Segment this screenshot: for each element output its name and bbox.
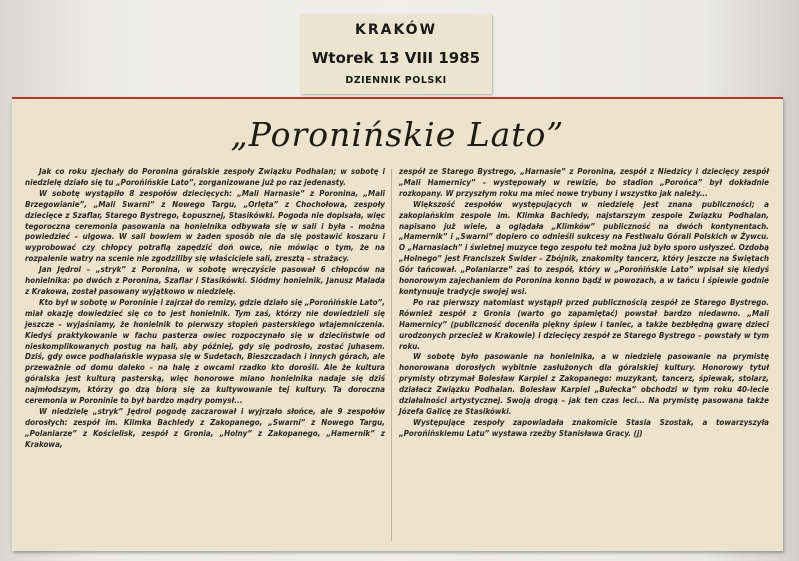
- paragraph: Kto był w sobotę w Poroninie i zajrzał do remizy, gdzie działo się „Porońińskie Lato”, miał okazję dowiedzieć się co to jest honielnik. Tym zaś, którzy nie dowiedzieli się jeszcze – wyjaśniamy, że honielnik to pierwszy stopień pasterskiego wtajemniczenia. Kiedyś praktykowanie w fachu pasterza owiec rozpoczynało się w dzieciństwie od nieskomplikowanych postug na hali, aby później, gdy się podrosło, zostać juhasem. Dziś, gdy owce podhalańskie wypasa się w Sudetach, Bieszczadach i innych górach, ale przeważnie od domu daleko – na halę z owcami rzadko kto dorośli. Ale że kultura góralska jest kulturą pasterską, więc honorowe miano honielnika nadaje się dziś najmłodszym, którzy go dzą biorą się za kultywowanie tej kultury. Ta doroczna ceremonia w Poroninie to był bardzo mądry pomysł...: [25, 297, 385, 406]
- paragraph: Jak co roku zjechały do Poronina góralskie zespoły Związku Podhalan; w sobotę i niedzielę działo się tu „Porońińskie Lato”, zorganizowane już po raz jedenasty.: [25, 167, 385, 187]
- column-divider: [391, 169, 392, 541]
- date-label: Wtorek 13 VIII 1985: [311, 49, 481, 67]
- paragraph: zespół ze Starego Bystrego, „Harnasie” z Poronina, zespół z Niedzicy i dziecięcy zespół „Mali Hamernicy” – występowały w rewizie, bo stadion „Porońca” był dokładnie rozkopany. W przyszłym roku ma mieć nowe trybuny i wszystko jak należy...: [399, 167, 769, 198]
- red-top-rule: [12, 97, 783, 99]
- paragraph: Występujące zespoły zapowiadała znakomicie Stasia Szostak, a towarzyszyła „Porońińskiemu Latu” wystawa rzeźby Stanisława Gracy. (j): [399, 417, 769, 438]
- article-title: „Poronińskie Lato”: [230, 115, 565, 154]
- paragraph: W niedzielę „stryk” Jędrol pogodę zaczarował i wyjrzało słońce, ale 9 zespołów dorosłych: zespół im. Klimka Bachledy z Zakopanego, „Swarni” z Nowego Targu, „Polaniarze” z Kościelisk, zespół z Gronia, „Holny” z Zakopanego, „Hamernik” z Krakowa,: [25, 406, 385, 449]
- paragraph: W sobotę wystąpiło 8 zespołów dziecięcych: „Mali Harnasie” z Poronina, „Mali Brzegowianie”, „Mali Swarni” z Nowego Targu, „Orlęta” z Chochołowa, zespoły dziecięce z Szaflar, Starego Bystrego, Łopusznej, Stasikówki. Pogoda nie dopisała, więc tegoroczna ceremonia pasowania na honielnika odbywała się w sali i była – można powiedzieć – ulgowa. W sali bowiem w żaden sposób nie da się postawić koszaru i wyprobować czy chłopcy potrafią zapędzić doń owce, nie mówiąc o tym, że na rozpalenie watry na scenie nie zgodziliby się właściciele sali, zresztą – strażacy.: [25, 188, 385, 264]
- newspaper-header-clipping: [300, 14, 492, 94]
- article-right-column: [399, 167, 769, 440]
- paragraph: W sobotę było pasowanie na honielnika, a w niedzielę pasowanie na prymistę honorowana dorosłych wybitnie zasłużonych dla góralskiej kultury. Honorowy tytuł prymisty otrzymał Bolesław Karpiel z Zakopanego: muzykant, tancerz, śpiewak, stolarz, działacz Związku Podhalan. Bolesław Karpiel „Bułecka” obchodzi w tym roku 40-lecie działalności artystycznej. Swoją drogą – jak ten czas leci... Na prymistę pasowana także Józefa Galicę ze Stasikówki.: [399, 352, 769, 416]
- paragraph: Jan Jędrol – „stryk” z Poronina, w sobotę wręczyście pasował 6 chłopców na honielnika: po dwóch z Poronina, Szaflar i Stasikówki. Siódmy honielnik, Janusz Malada z Krakowa, został pasowany wyjątkowo w niedzielę.: [25, 265, 385, 296]
- paragraph: Większość zespołów występujących w niedzielę jest znana publiczności; a zakopiańskim zespole im. Klimka Bachledy, najstarszym zespole Związku Podhalan, napisano już wiele, a oglądała „Klimków” publiczność na dwóch kontynentach. „Hamernik” i „Swarni” dopiero co odnieśli sukcesy na Festiwalu Górali Polskich w Żywcu. O „Harnasiach” i świetnej muzyce tego zespołu też można już było sporo usłyszeć. Ozdobą „Holnego” jest Franciszek Świder – Zbójnik, znakomity tancerz, który jeszcze na Świętach Gór tańcował. „Polaniarze” zaś to zespół, który w „Porońińskie Lato” wpisał się kiedyś honorowym zajechaniem do Poronina konno bądź w powozach, a w tańcu i śpiewie godnie kontynuuje tradycje swojej wsi.: [399, 199, 769, 296]
- paragraph: Po raz pierwszy natomiast wystąpił przed publicznością zespół ze Starego Bystrego. Również zespół z Gronia (warto go zapamiętać) powstał bardzo niedawno. „Mali Hamernicy” (publiczność doceniła piękny śpiew i taniec, a także bezbłędną gwarę dzieci urodzonych przecież w Krakowie) i dziecięcy zespół ze Starego Bystrego – powstały w tym roku.: [399, 297, 769, 351]
- article-left-column: [25, 167, 385, 451]
- city-label: KRAKÓW: [354, 22, 438, 38]
- article-clipping: [12, 97, 783, 551]
- newspaper-name: DZIENNIK POLSKI: [345, 75, 447, 86]
